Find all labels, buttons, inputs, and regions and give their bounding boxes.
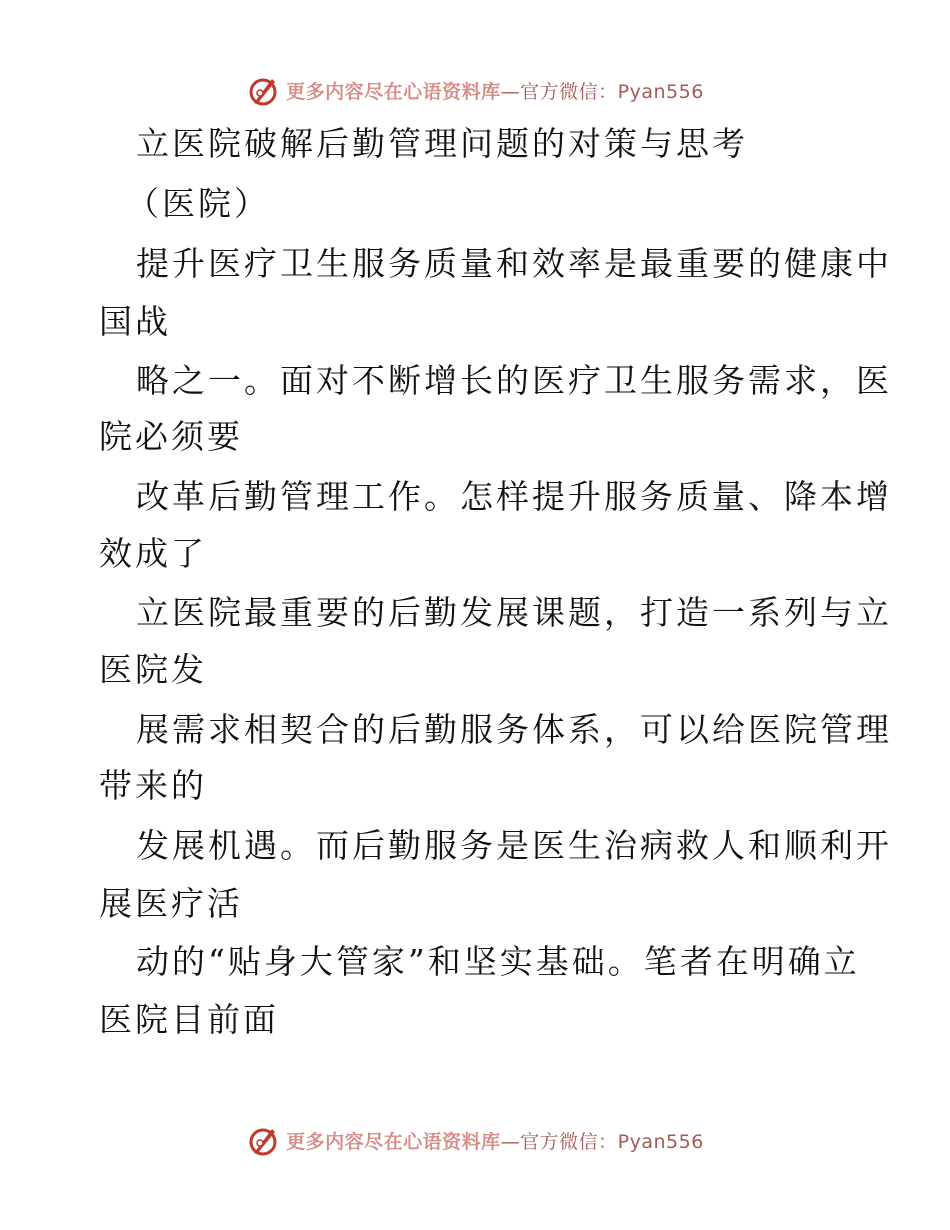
document-subtitle: （医院） [126, 184, 270, 223]
quill-seal-icon [246, 1123, 280, 1157]
paragraph-line: 发展机遇。而后勤服务是医生治病救人和顺利开 [136, 826, 892, 865]
header-banner-rest: —官方微信：Pyan556 [500, 80, 704, 103]
paragraph-line: 医院发 [99, 650, 207, 689]
paragraph-line: 略之一。面对不断增长的医疗卫生服务需求，医 [136, 361, 892, 400]
header-banner [0, 70, 950, 110]
header-banner-text [286, 77, 704, 104]
paragraph-line: 医院目前面 [99, 1000, 279, 1039]
paragraph-line: 展医疗活 [99, 884, 243, 923]
paragraph-line: 动的“贴身大管家”和坚实基础。笔者在明确立 [136, 942, 860, 981]
footer-banner-rest: —官方微信：Pyan556 [500, 1130, 704, 1153]
paragraph-line: 立医院最重要的后勤发展课题，打造一系列与立 [136, 593, 892, 632]
paragraph-line: 改革后勤管理工作。怎样提升服务质量、降本增 [136, 477, 892, 516]
footer-banner-main: 更多内容尽在心语资料库 [286, 1130, 501, 1153]
paragraph-line: 院必须要 [99, 417, 243, 456]
paragraph-line: 提升医疗卫生服务质量和效率是最重要的健康中 [136, 244, 892, 283]
document-title: 立医院破解后勤管理问题的对策与思考 [136, 124, 748, 163]
paragraph-line: 带来的 [99, 766, 207, 805]
paragraph-line: 效成了 [99, 534, 207, 573]
footer-banner-text [286, 1127, 704, 1154]
paragraph-line: 国战 [99, 302, 171, 341]
header-banner-main: 更多内容尽在心语资料库 [286, 80, 501, 103]
quill-seal-icon [246, 73, 280, 107]
footer-banner [0, 1120, 950, 1160]
paragraph-line: 展需求相契合的后勤服务体系，可以给医院管理 [136, 710, 892, 749]
